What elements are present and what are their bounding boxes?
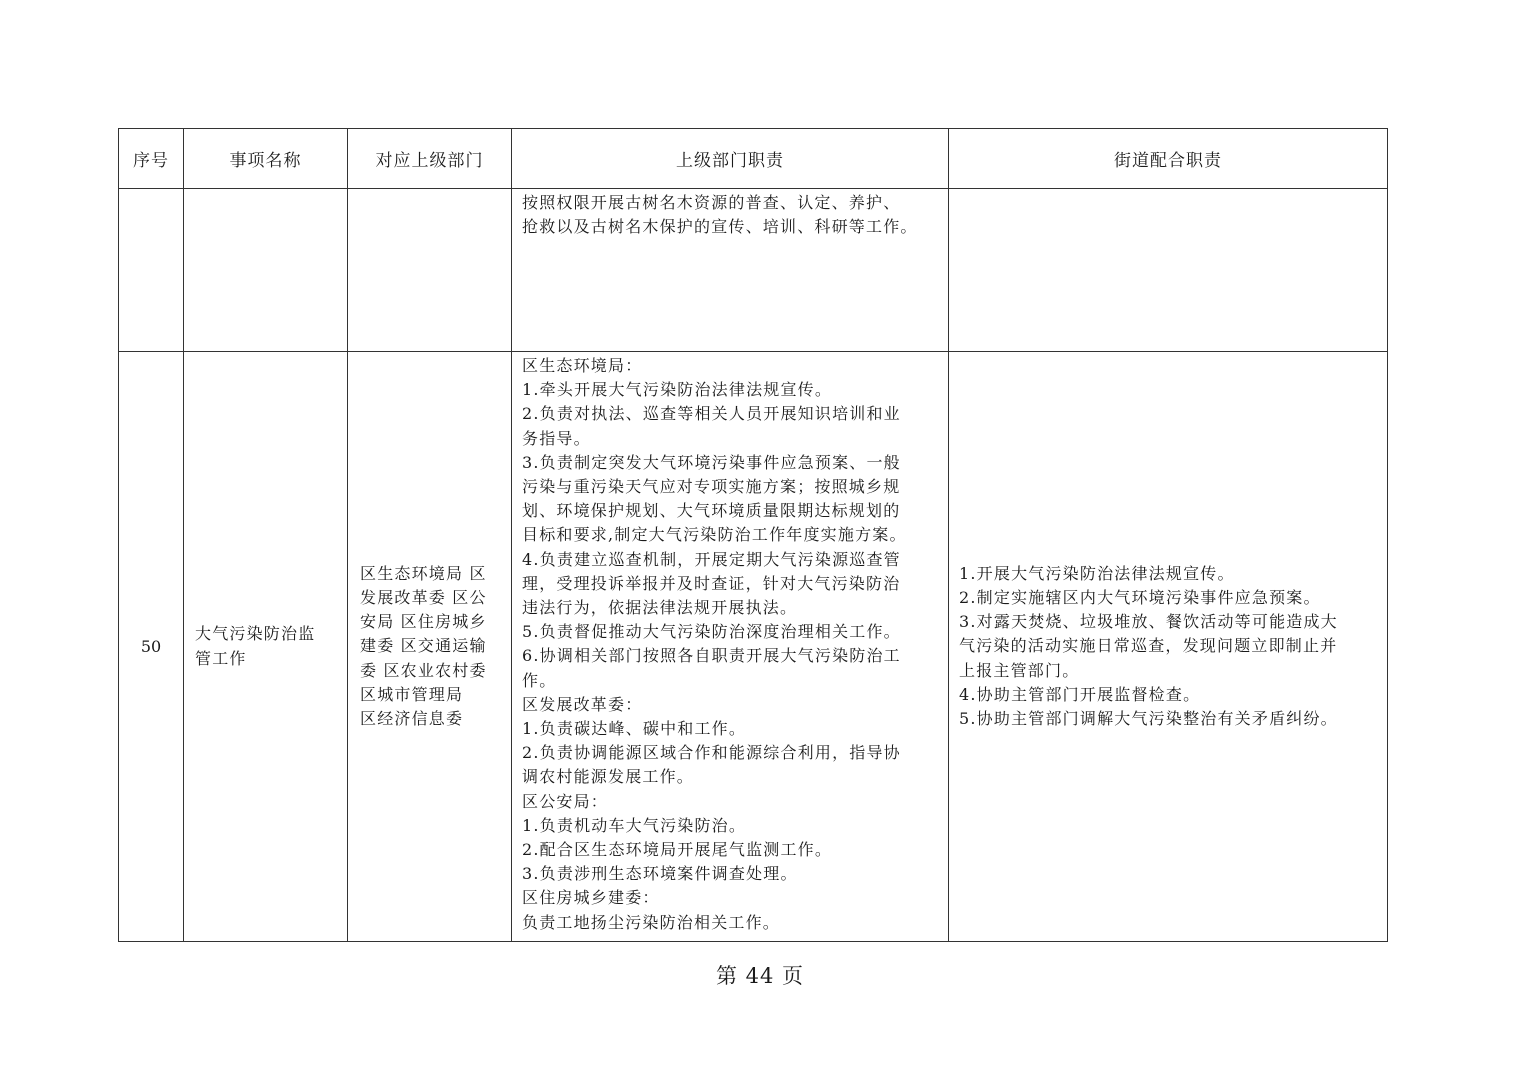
- text-line: 3.负责涉刑生态环境案件调查处理。: [522, 864, 798, 884]
- row-duty-text: [512, 352, 948, 935]
- text-line: 负责工地扬尘污染防治相关工作。: [522, 912, 781, 932]
- header-item-name: 事项名称: [184, 129, 348, 189]
- page-number: 第 44 页: [715, 964, 805, 988]
- text-line: 3.负责制定突发大气环境污染事件应急预案、一般: [522, 452, 901, 472]
- text-line: 作。: [522, 670, 557, 690]
- row-name-cell: [184, 352, 348, 942]
- text-line: 4.协助主管部门开展监督检查。: [959, 684, 1201, 704]
- text-line: 2.负责对执法、巡查等相关人员开展知识培训和业: [522, 404, 901, 424]
- row-street-cell: [949, 189, 1388, 352]
- text-line: 上报主管部门。: [959, 660, 1080, 680]
- text-line: 4.负责建立巡查机制，开展定期大气污染源巡查管: [522, 549, 901, 569]
- text-line: 区城市管理局: [360, 684, 464, 704]
- text-line: 安局 区住房城乡: [360, 612, 487, 632]
- text-line: 1.负责机动车大气污染防治。: [522, 815, 747, 835]
- text-line: 污染与重污染天气应对专项实施方案；按照城乡规: [522, 477, 901, 497]
- text-line: 理，受理投诉举报并及时查证，针对大气污染防治: [522, 573, 901, 593]
- text-line: 区生态环境局：: [522, 356, 643, 375]
- text-line: 2.负责协调能源区域合作和能源综合利用，指导协: [522, 743, 901, 763]
- row-name-cell: [184, 189, 348, 352]
- text-line: 1.开展大气污染防治法律法规宣传。: [959, 563, 1235, 583]
- text-line: 目标和要求,制定大气污染防治工作年度实施方案。: [522, 525, 907, 545]
- table-row: [119, 352, 1388, 942]
- text-line: 抢救以及古树名木保护的宣传、培训、科研等工作。: [522, 217, 918, 237]
- header-upper-duty: 上级部门职责: [512, 129, 949, 189]
- text-line: 区发展改革委：: [522, 694, 643, 714]
- text-line: 区住房城乡建委：: [522, 888, 660, 908]
- text-line: 发展改革委 区公: [360, 587, 487, 607]
- text-line: 调农村能源发展工作。: [522, 767, 695, 787]
- row-duty-text: [512, 189, 948, 239]
- text-line: 务指导。: [522, 428, 591, 448]
- text-line: 区经济信息委: [360, 709, 464, 728]
- header-seq: 序号: [119, 129, 184, 189]
- text-line: 2.配合区生态环境局开展尾气监测工作。: [522, 840, 833, 860]
- row-duty-cell: [512, 189, 949, 352]
- text-line: 建委 区交通运输: [360, 636, 487, 656]
- row-street-cell: [949, 352, 1388, 942]
- text-line: 划、环境保护规划、大气环境质量限期达标规划的: [522, 501, 901, 521]
- row-street-text: [949, 562, 1387, 731]
- text-line: 区公安局：: [522, 791, 609, 811]
- text-line: 3.对露天焚烧、垃圾堆放、餐饮活动等可能造成大: [959, 612, 1338, 632]
- text-line: 违法行为，依据法律法规开展执法。: [522, 598, 798, 618]
- text-line: 5.协助主管部门调解大气污染整治有关矛盾纠纷。: [959, 709, 1338, 728]
- text-line: 管工作: [195, 648, 247, 668]
- row-seq-cell: [119, 189, 184, 352]
- row-seq-cell: 50: [119, 352, 184, 942]
- row-dept-text: [348, 562, 511, 731]
- text-line: 5.负责督促推动大气污染防治深度治理相关工作。: [522, 622, 901, 642]
- row-dept-cell: [348, 189, 512, 352]
- duty-table: [118, 128, 1388, 942]
- header-street-duty: 街道配合职责: [949, 129, 1388, 189]
- table-row: [119, 189, 1388, 352]
- text-line: 1.负责碳达峰、碳中和工作。: [522, 719, 747, 739]
- row-dept-cell: [348, 352, 512, 942]
- text-line: 2.制定实施辖区内大气环境污染事件应急预案。: [959, 587, 1321, 607]
- text-line: 按照权限开展古树名木资源的普查、认定、养护、: [522, 193, 901, 212]
- text-line: 气污染的活动实施日常巡查，发现问题立即制止并: [959, 636, 1338, 656]
- header-upper-dept: 对应上级部门: [348, 129, 512, 189]
- text-line: 委 区农业农村委: [360, 660, 487, 680]
- text-line: 1.牵头开展大气污染防治法律法规宣传。: [522, 380, 833, 400]
- text-line: 6.协调相关部门按照各自职责开展大气污染防治工: [522, 646, 901, 666]
- text-line: 大气污染防治监: [195, 624, 316, 644]
- text-line: 区生态环境局 区: [360, 563, 487, 583]
- row-name-text: [184, 622, 347, 670]
- row-duty-cell: [512, 352, 949, 942]
- table-header-row: [119, 129, 1388, 189]
